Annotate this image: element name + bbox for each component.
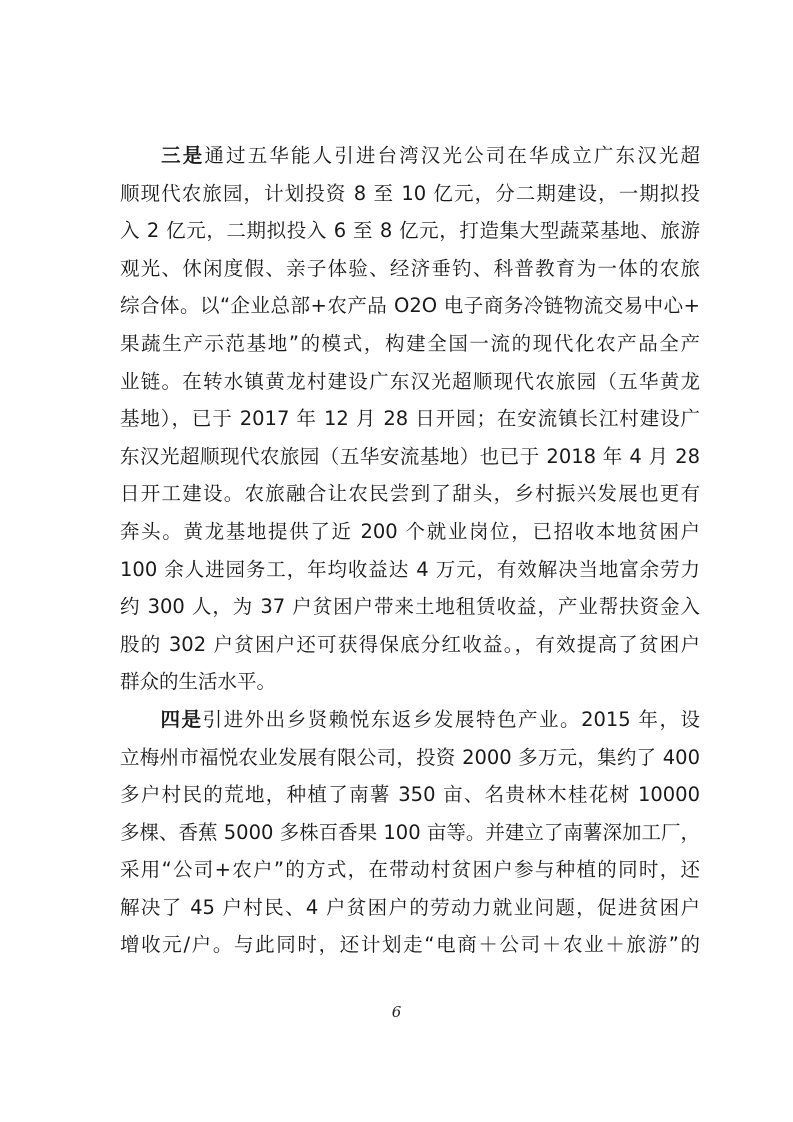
paragraph-2-line-6: 解决了 45 户村民、4 户贫困户的劳动力就业问题，促进贫困户 [120,895,700,919]
paragraph-1-line-1-text: 通过五华能人引进台湾汉光公司在华成立广东汉光超 [204,144,700,167]
paragraph-2-line-3: 多户村民的荒地，种植了南薯 350 亩、名贵林木桂花树 10000 [120,783,700,807]
paragraph-2-line-7: 增收元/户。与此同时，还计划走“电商＋公司＋农业＋旅游”的 [120,933,700,957]
paragraph-1-lead: 三是 [159,144,205,167]
paragraph-2-line-1 [120,701,700,739]
paragraph-1-line-6: 果蔬生产示范基地”的模式，构建全国一流的现代化农产品全产 [120,331,700,355]
paragraph-2-line-1-text: 引进外出乡贤赖悦东返乡发展特色产业。2015 年，设 [202,707,700,731]
paragraph-1-line-2: 顺现代农旅园，计划投资 8 至 10 亿元，分二期建设，一期拟投 [120,181,700,205]
paragraph-1-line-5: 综合体。以“企业总部+农产品 O2O 电子商务冷链物流交易中心+ [120,294,700,318]
paragraph-1-line-1 [120,137,700,175]
paragraph-2-line-2: 立梅州市福悦农业发展有限公司，投资 2000 多万元，集约了 400 [120,745,700,769]
paragraph-1-line-4: 观光、休闲度假、亲子体验、经济垂钓、科普教育为一体的农旅 [120,256,700,280]
paragraph-1-line-7: 业链。在转水镇黄龙村建设广东汉光超顺现代农旅园（五华黄龙 [120,369,700,393]
paragraph-1-line-13: 约 300 人，为 37 户贫困户带来土地租赁收益，产业帮扶资金入 [120,595,700,619]
paragraph-1-line-9: 东汉光超顺现代农旅园（五华安流基地）也已于 2018 年 4 月 28 [120,444,700,468]
paragraph-2-lead: 四是 [159,707,203,731]
page-number: 6 [391,1003,402,1021]
paragraph-1-line-14: 股的 302 户贫困户还可获得保底分红收益。，有效提高了贫困户 [120,632,700,656]
paragraph-1-line-8: 基地），已于 2017 年 12 月 28 日开园；在安流镇长江村建设广 [120,407,700,431]
paragraph-1-line-12: 100 余人进园务工，年均收益达 4 万元，有效解决当地富余劳力 [120,557,700,581]
paragraph-1-line-3: 入 2 亿元，二期拟投入 6 至 8 亿元，打造集大型蔬菜基地、旅游 [120,219,700,243]
paragraph-1-line-11: 奔头。黄龙基地提供了近 200 个就业岗位，已招收本地贫困户 [120,519,700,543]
paragraph-1-line-15: 群众的生活水平。 [120,670,277,694]
paragraph-2-line-4: 多棵、香蕉 5000 多株百香果 100 亩等。并建立了南薯深加工厂， [120,820,700,844]
paragraph-1-line-10: 日开工建设。农旅融合让农民尝到了甜头，乡村振兴发展也更有 [120,482,700,506]
body-text [120,137,700,964]
paragraph-2-line-5: 采用“公司+农户”的方式，在带动村贫困户参与种植的同时，还 [120,858,700,882]
